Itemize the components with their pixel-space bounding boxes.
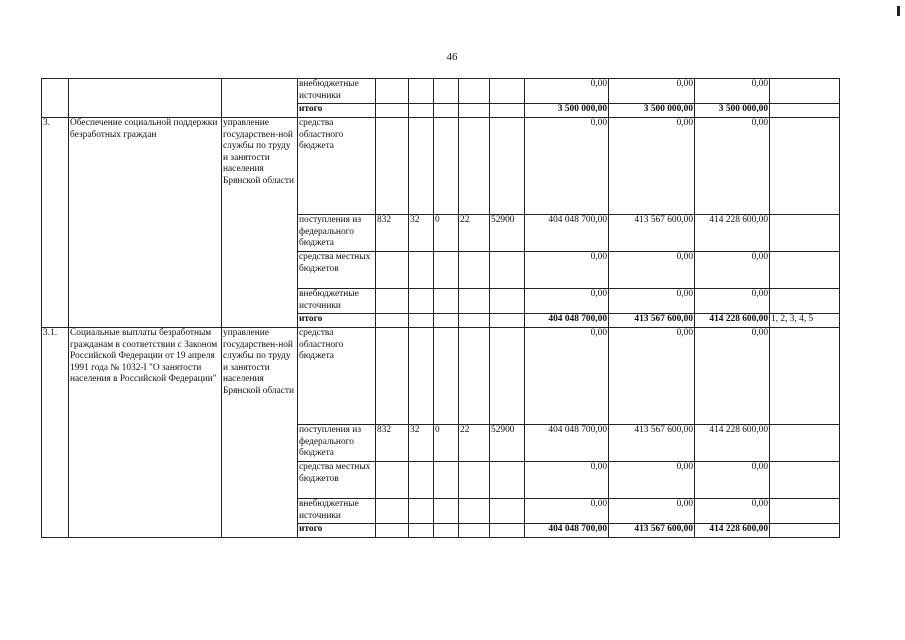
section-number: 3. xyxy=(42,118,69,328)
year1-value: 0,00 xyxy=(525,328,609,425)
year2-value: 3 500 000,00 xyxy=(609,104,695,118)
section-number: 3.1. xyxy=(42,328,69,538)
section-executor: управление государствен-ной службы по труду и занятости населения Брянской области xyxy=(222,118,298,328)
source-cell: поступления из федерального бюджета xyxy=(298,425,376,462)
year2-value: 0,00 xyxy=(609,79,695,104)
year1-value: 404 048 700,00 xyxy=(525,524,609,538)
pr-code: 0 xyxy=(434,215,459,252)
year2-value: 0,00 xyxy=(609,118,695,215)
section-executor: управление государствен-ной службы по труду и занятости населения Брянской области xyxy=(222,328,298,538)
scan-edge-mark xyxy=(897,6,900,16)
rz-code: 32 xyxy=(409,215,434,252)
source-cell: итого xyxy=(298,524,376,538)
cs1-code: 22 xyxy=(459,215,490,252)
year2-value: 0,00 xyxy=(609,252,695,289)
pr-code: 0 xyxy=(434,425,459,462)
year1-value: 404 048 700,00 xyxy=(525,215,609,252)
year3-value: 414 228 600,00 xyxy=(695,314,770,328)
source-cell: средства областного бюджета xyxy=(298,328,376,425)
year2-value: 0,00 xyxy=(609,462,695,499)
cs2-code: 52900 xyxy=(490,425,525,462)
year2-value: 413 567 600,00 xyxy=(609,524,695,538)
source-cell: поступления из федерального бюджета xyxy=(298,215,376,252)
rz-code: 32 xyxy=(409,425,434,462)
notes-cell xyxy=(770,79,840,104)
year3-value: 3 500 000,00 xyxy=(695,104,770,118)
year3-value: 0,00 xyxy=(695,289,770,314)
year2-value: 413 567 600,00 xyxy=(609,425,695,462)
year3-value: 0,00 xyxy=(695,118,770,215)
notes-cell xyxy=(770,328,840,425)
year2-value: 413 567 600,00 xyxy=(609,314,695,328)
table-row xyxy=(42,328,840,425)
event-name-cell xyxy=(69,79,222,118)
year3-value: 0,00 xyxy=(695,328,770,425)
year2-value: 0,00 xyxy=(609,289,695,314)
source-cell: средства местных бюджетов xyxy=(298,252,376,289)
notes-cell: 1, 2, 3, 4, 5 xyxy=(770,314,840,328)
year1-value: 3 500 000,00 xyxy=(525,104,609,118)
executor-cell xyxy=(222,79,298,118)
notes-cell xyxy=(770,425,840,462)
notes-cell xyxy=(770,524,840,538)
number-cell xyxy=(42,79,69,118)
notes-cell xyxy=(770,462,840,499)
source-cell: средства местных бюджетов xyxy=(298,462,376,499)
year2-value: 0,00 xyxy=(609,328,695,425)
year2-value: 0,00 xyxy=(609,499,695,524)
year1-value: 404 048 700,00 xyxy=(525,425,609,462)
notes-cell xyxy=(770,104,840,118)
source-cell: внебюджетные источники xyxy=(298,289,376,314)
source-cell: средства областного бюджета xyxy=(298,118,376,215)
year1-value: 0,00 xyxy=(525,252,609,289)
source-cell: внебюджетные источники xyxy=(298,499,376,524)
section-name: Социальные выплаты безработным гражданам в соответствии с Законом Российской Федерации от 19 апреля 1991 года № 1032-I "О занятости населения в Российской Федерации" xyxy=(69,328,222,538)
year3-value: 414 228 600,00 xyxy=(695,215,770,252)
grbs-code: 832 xyxy=(376,425,409,462)
notes-cell xyxy=(770,289,840,314)
year3-value: 0,00 xyxy=(695,252,770,289)
notes-cell xyxy=(770,499,840,524)
year3-value: 414 228 600,00 xyxy=(695,524,770,538)
budget-table xyxy=(41,78,840,538)
grbs-code: 832 xyxy=(376,215,409,252)
notes-cell xyxy=(770,215,840,252)
year1-value: 0,00 xyxy=(525,79,609,104)
cs1-code: 22 xyxy=(459,425,490,462)
source-cell: итого xyxy=(298,314,376,328)
section-name: Обеспечение социальной поддержки безработных граждан xyxy=(69,118,222,328)
year1-value: 404 048 700,00 xyxy=(525,314,609,328)
cs2-code: 52900 xyxy=(490,215,525,252)
year3-value: 0,00 xyxy=(695,462,770,499)
table-row xyxy=(42,118,840,215)
year3-value: 0,00 xyxy=(695,499,770,524)
page-number: 46 xyxy=(446,51,458,63)
year2-value: 413 567 600,00 xyxy=(609,215,695,252)
year1-value: 0,00 xyxy=(525,462,609,499)
year1-value: 0,00 xyxy=(525,499,609,524)
notes-cell xyxy=(770,118,840,215)
notes-cell xyxy=(770,252,840,289)
source-cell: итого xyxy=(298,104,376,118)
year3-value: 414 228 600,00 xyxy=(695,425,770,462)
table-row xyxy=(42,79,840,104)
year1-value: 0,00 xyxy=(525,118,609,215)
year1-value: 0,00 xyxy=(525,289,609,314)
year3-value: 0,00 xyxy=(695,79,770,104)
source-cell: внебюджетные источники xyxy=(298,79,376,104)
